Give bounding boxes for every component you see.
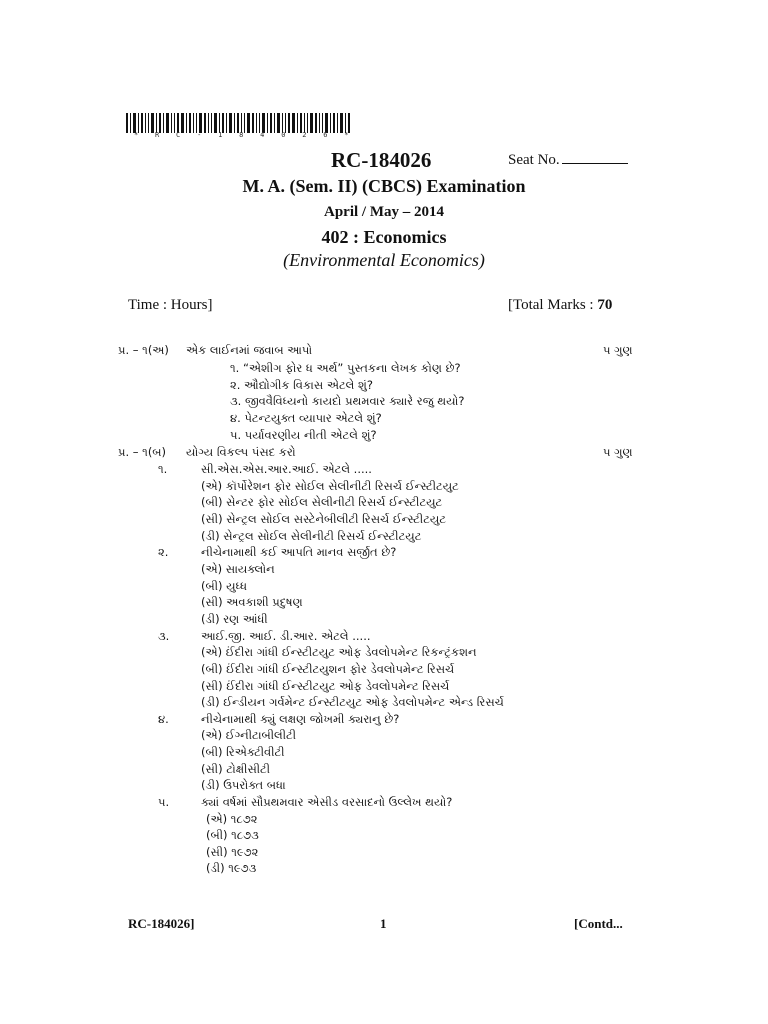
q1a-item: પ. પર્યાવરણીય નીતી એટલે શું?	[230, 428, 377, 442]
q1a-label: પ્ર. – ૧(અ)	[118, 343, 169, 357]
mcq-option: (બી) ૧૮૭૩	[206, 828, 259, 842]
mcq-option: (સી) ૧૯૭૨	[206, 845, 259, 859]
q1a-item: ૪. પેટન્ટયુક્ત વ્યાપાર એટલે શું?	[230, 411, 382, 425]
mcq-option: (એ) ઈંદીરા ગાંધી ઈન્સ્ટીટયુટ ઓફ ડેવલોપમેન્ટ રિકન્ટ્રંકશન	[201, 645, 477, 659]
mcq-question: નીચેનામાથી કઈ આપતિ માનવ સર્જીત છે?	[201, 545, 397, 559]
contd-label: [Contd...	[574, 916, 623, 931]
q1b-instruction: યોગ્ય વિકલ્પ પંસદ કરો	[186, 445, 296, 459]
q1a-item: ૩. જીવવૈવિધ્યનો કાયદો પ્રથમવાર ક્યારે રજુ થયો?	[230, 394, 465, 408]
mcq-number: ૧.	[158, 462, 168, 476]
footer-code: RC-184026]	[128, 916, 195, 931]
mcq-option: (ડી) ઉપરોક્ત બધા	[201, 778, 286, 792]
q1a-instruction: એક લાઈનમાં જવાબ આપો	[186, 343, 313, 357]
paper-code: RC-184026	[331, 148, 432, 172]
mcq-question: આઈ.જી. આઈ. ડી.આર. એટલે .....	[201, 629, 371, 643]
mcq-option: (બી) રિએક્ટીવીટી	[201, 745, 285, 759]
mcq-option: (ડી) સેન્ટ્રલ સોઈલ સેલીનીટી રિસર્ચ ઈન્સ્ટીટયુટ	[201, 529, 422, 543]
mcq-option: (ડી) રણ આંધી	[201, 612, 268, 626]
mcq-number: ૨.	[158, 545, 169, 559]
q1a-item: ૧. “એશીગ ફોર ધ અર્થ” પુસ્તકના લેખક કોણ છે?	[230, 361, 461, 375]
mcq-number: પ.	[158, 795, 170, 809]
mcq-option: (એ) ઈગ્નીટાબીલીટી	[201, 728, 297, 742]
mcq-option: (બી) સેન્ટર ફોર સોઈલ સેલીનીટી રિસર્ચ ઈન્સ્ટીટયુટ	[201, 495, 443, 509]
mcq-option: (સી) અવકાશી પ્રદુષણ	[201, 595, 303, 609]
q1a-item: ૨. ઔદ્યોગીક વિકાસ એટલે શું?	[230, 378, 373, 392]
exam-date: April / May – 2014	[324, 204, 444, 220]
subtitle: (Environmental Economics)	[283, 250, 485, 270]
mcq-number: ૪.	[158, 712, 169, 726]
mcq-option: (ડી) ૧૯૭૩	[206, 861, 257, 875]
q1b-label: પ્ર. – ૧(બ)	[118, 445, 167, 459]
total-marks-value: 70	[597, 297, 613, 313]
mcq-option: (બી) ઈંદીરા ગાંધી ઈન્સ્ટીટયુશન ફોર ડેવલોપમેન્ટ રિસર્ચ	[201, 662, 455, 676]
mcq-option: (એ) ૧૮૭૨	[206, 812, 258, 826]
total-marks-label: [Total Marks :	[508, 297, 598, 313]
page-number: 1	[380, 916, 387, 931]
mcq-option: (બી) યુધ્ધ	[201, 579, 248, 593]
mcq-option: (સી) ટોક્ષીસીટી	[201, 762, 271, 776]
seat-number	[508, 152, 628, 169]
mcq-question: ક્યાં વર્ષમાં સૌપ્રથમવાર એસીડ વરસાદનો ઉલ્લેખ થયો?	[201, 795, 453, 809]
mcq-option: (ડી) ઈન્ડીયન ગર્વમેન્ટ ઈન્સ્ટીટયુટ ઓફ ડેવલોપમેન્ટ એન્ડ રિસર્ચ	[201, 695, 504, 709]
mcq-question: સી.એસ.એસ.આર.આઈ. એટલે .....	[201, 462, 372, 476]
time: Time : Hours]	[128, 297, 213, 313]
seat-label: Seat No.	[508, 152, 560, 168]
q1a-marks: પ ગુણ	[603, 343, 633, 357]
mcq-question: નીચેનામાથી ક્યું લક્ષણ જોખમી ક્યરાનુ છે?	[201, 712, 400, 726]
mcq-option: (સી) સેન્ટ્રલ સોઈલ સસ્ટેનેબીલીટી રિસર્ચ ઈન્સ્ટીટયુટ	[201, 512, 447, 526]
subject: 402 : Economics	[321, 227, 447, 247]
q1b-marks: પ ગુણ	[603, 445, 633, 459]
mcq-option: (સી) ઈંદીરા ગાંધી ઈન્સ્ટીટયુટ ઓફ ડેવલોપમેન્ટ રિસર્ચ	[201, 679, 450, 693]
total-marks	[508, 297, 612, 314]
mcq-number: ૩.	[158, 629, 170, 643]
exam-title: M. A. (Sem. II) (CBCS) Examination	[242, 176, 526, 196]
mcq-option: (એ) સાયક્લોન	[201, 562, 275, 576]
seat-blank	[562, 163, 628, 164]
barcode-text: * R C - 1 8 4 0 2 6 *	[134, 131, 355, 139]
mcq-option: (એ) કૉર્પોરેશન ફોર સોઈલ સેલીનીટી રિસર્ચ ઈન્સ્ટીટયુટ	[201, 479, 459, 493]
